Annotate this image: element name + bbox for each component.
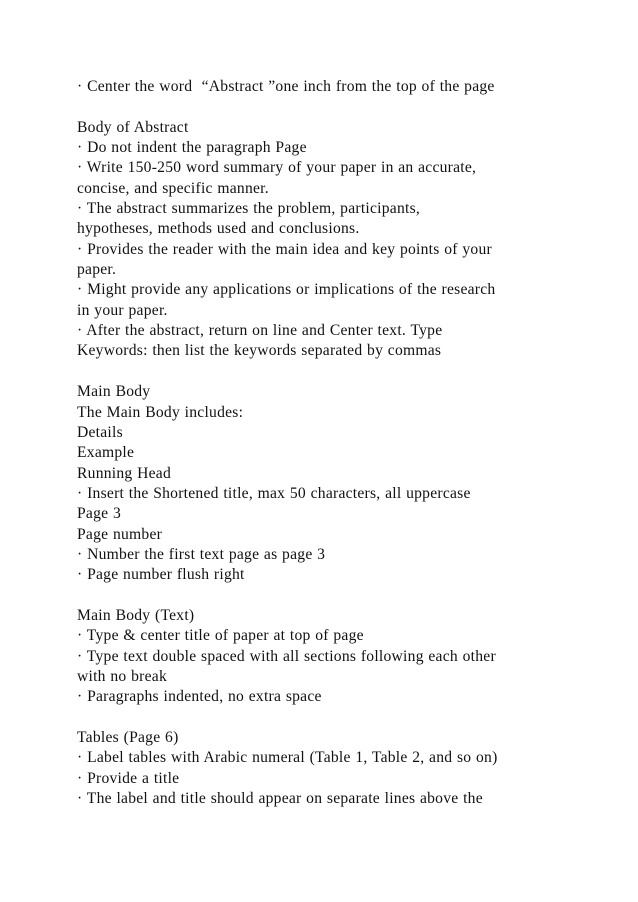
bullet-line: · After the abstract, return on line and Center text. Type (77, 322, 443, 340)
bullet-line: · Paragraphs indented, no extra space (77, 688, 322, 706)
blank-line (77, 586, 597, 606)
text-line: Page 3 (77, 505, 122, 523)
text-line: · Center the word “Abstract ”one inch from the top of the page (77, 78, 495, 95)
section-heading: Page number (77, 525, 163, 543)
blank-line (77, 708, 597, 728)
section-heading: Main Body (Text) (77, 606, 195, 624)
section-heading: Running Head (77, 464, 172, 482)
bullet-line: · Insert the Shortened title, max 50 characters, all uppercase (77, 484, 471, 502)
text-line: Keywords: then list the keywords separated by commas (77, 342, 442, 360)
text-line: Example (77, 444, 135, 462)
text-line: hypotheses, methods used and conclusions. (77, 220, 360, 238)
text-line: Details (77, 423, 123, 441)
bullet-line: · Do not indent the paragraph Page (77, 139, 307, 157)
bullet-line: · Provide a title (77, 769, 180, 787)
text-line: in your paper. (77, 301, 168, 319)
bullet-line: · Page number flush right (77, 566, 245, 584)
blank-line (77, 362, 597, 382)
bullet-line: · Might provide any applications or implications of the research (77, 281, 496, 299)
bullet-line: · Type & center title of paper at top of page (77, 627, 364, 645)
bullet-line: · Number the first text page as page 3 (77, 545, 326, 563)
text-line: paper. (77, 261, 117, 279)
bullet-line: · The label and title should appear on separate lines above the (77, 790, 483, 808)
bullet-line: · Write 150-250 word summary of your paper in an accurate, (77, 159, 477, 177)
text-line: concise, and specific manner. (77, 179, 269, 197)
bullet-line: · Type text double spaced with all sections following each other (77, 647, 496, 665)
bullet-line: · The abstract summarizes the problem, participants, (77, 200, 421, 218)
section-heading: Body of Abstract (77, 118, 189, 136)
bullet-line: · Label tables with Arabic numeral (Table 1, Table 2, and so on) (77, 749, 498, 767)
bullet-line: · Provides the reader with the main idea and key points of your (77, 240, 492, 258)
blank-line (77, 97, 597, 117)
section-heading: Main Body (77, 383, 151, 401)
text-line: with no break (77, 667, 167, 685)
text-line: The Main Body includes: (77, 403, 244, 421)
section-heading: Tables (Page 6) (77, 729, 179, 746)
document-body (77, 77, 597, 809)
